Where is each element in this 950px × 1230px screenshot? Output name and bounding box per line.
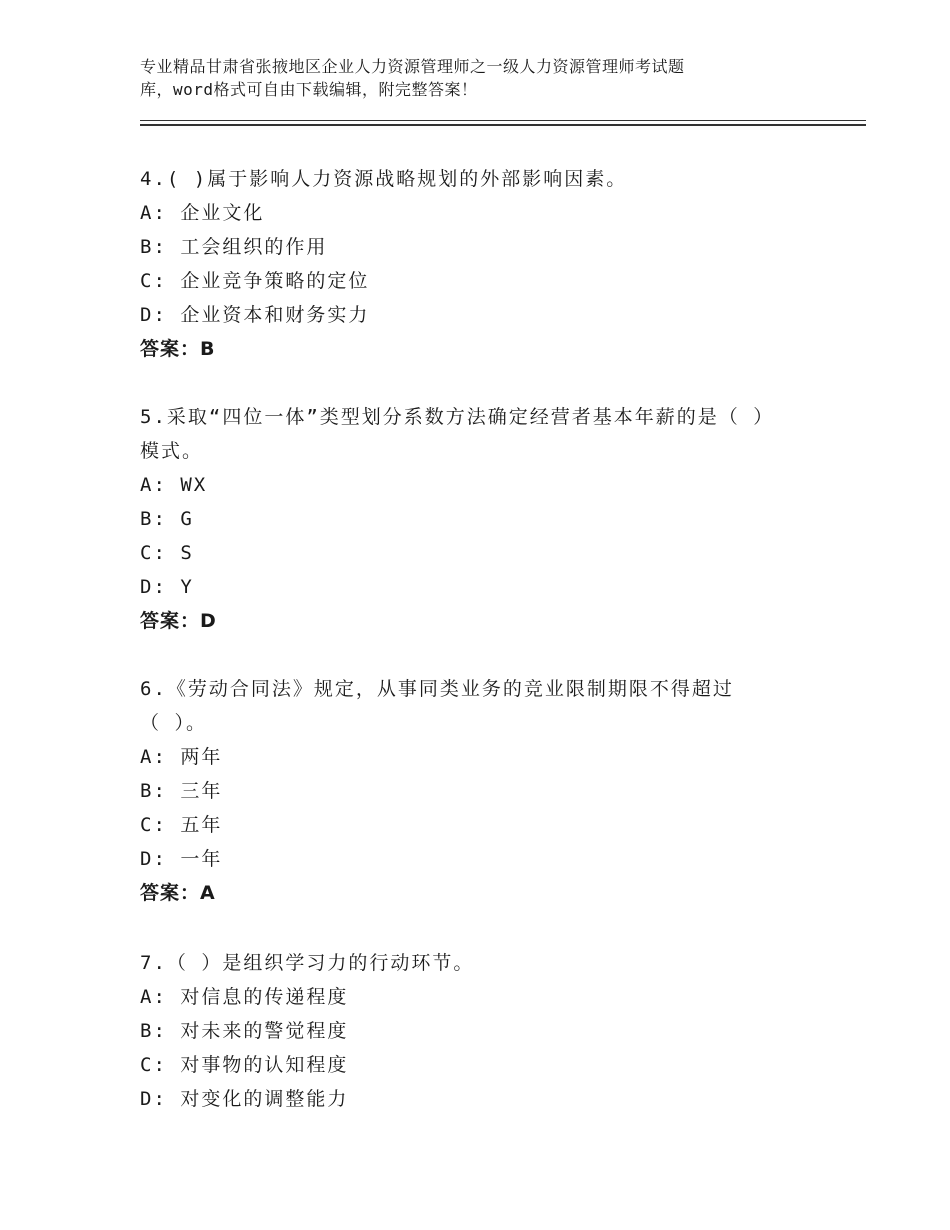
question-4	[140, 162, 860, 366]
option-a: A: 对信息的传递程度	[140, 986, 349, 1008]
question-6	[140, 672, 860, 910]
question-7	[140, 946, 860, 1116]
question-stem-continued: 模式。	[140, 440, 204, 462]
option-a: A: 两年	[140, 746, 223, 768]
option-d: D: Y	[140, 576, 194, 598]
option-c: C: 五年	[140, 814, 223, 836]
option-d: D: 企业资本和财务实力	[140, 304, 370, 326]
answer-label: 答案：A	[140, 882, 216, 904]
header-divider-thin	[140, 120, 866, 121]
option-a: A: WX	[140, 474, 208, 496]
question-5	[140, 400, 860, 638]
option-b: B: 对未来的警觉程度	[140, 1020, 349, 1042]
option-c: C: S	[140, 542, 194, 564]
question-stem: 4.( )属于影响人力资源战略规划的外部影响因素。	[140, 168, 628, 190]
answer-label: 答案：D	[140, 610, 217, 632]
answer-label: 答案：B	[140, 338, 216, 360]
option-b: B: G	[140, 508, 194, 530]
header-line-2: 库，word格式可自由下载编辑，附完整答案！	[140, 80, 478, 99]
question-stem: 7.（ ）是组织学习力的行动环节。	[140, 952, 475, 974]
header-divider-thick	[140, 124, 866, 126]
option-c: C: 对事物的认知程度	[140, 1054, 349, 1076]
question-stem-continued: （ ）。	[140, 712, 207, 734]
option-c: C: 企业竞争策略的定位	[140, 270, 370, 292]
document-header	[140, 55, 840, 101]
header-line-1: 专业精品甘肃省张掖地区企业人力资源管理师之一级人力资源管理师考试题	[140, 57, 685, 76]
option-d: D: 对变化的调整能力	[140, 1088, 349, 1110]
question-stem: 5.采取“四位一体”类型划分系数方法确定经营者基本年薪的是（ ）	[140, 406, 775, 428]
option-b: B: 工会组织的作用	[140, 236, 328, 258]
option-d: D: 一年	[140, 848, 223, 870]
option-a: A: 企业文化	[140, 202, 265, 224]
option-b: B: 三年	[140, 780, 223, 802]
question-stem: 6.《劳动合同法》规定，从事同类业务的竞业限制期限不得超过	[140, 678, 734, 700]
